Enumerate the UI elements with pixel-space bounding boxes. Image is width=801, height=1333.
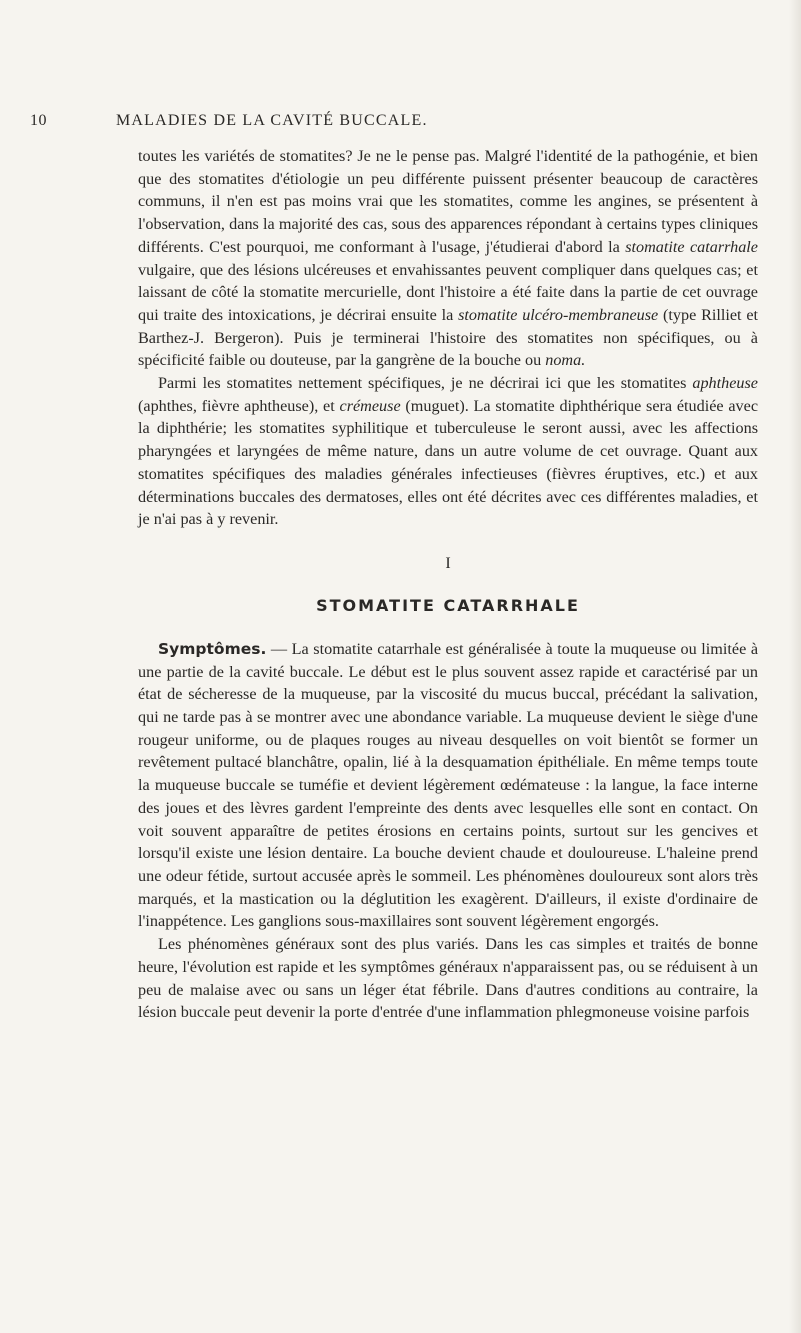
page-body	[138, 145, 758, 1024]
run-in-heading: Symptômes.	[158, 639, 267, 658]
text: (aphthes, fièvre aphtheuse), et	[138, 396, 340, 415]
paragraph-4	[138, 933, 758, 1024]
paragraph-1	[138, 145, 758, 372]
italic-term: crémeuse	[339, 396, 401, 415]
text: vulgaire, que des lésions ulcéreuses et envahissantes peuvent compliquer dans quelques cas; et laissant de côté la stomatite mercurielle, dont l'histoire a été faite dans la partie de cet ouvrage qui traite des intoxications, je décrirai ensuite la	[138, 260, 758, 324]
em-dash: —	[266, 639, 292, 658]
page-edge	[789, 0, 801, 1333]
italic-term: aphtheuse	[692, 374, 758, 393]
italic-term: stomatite catarrhale	[625, 237, 758, 256]
paragraph-3	[138, 638, 758, 933]
italic-term: stomatite ulcéro-membraneuse	[458, 305, 659, 324]
running-header	[30, 112, 770, 136]
text: Parmi les stomatites nettement spécifiques, je ne décrirai ici que les stomatites	[158, 374, 693, 393]
text: Les phénomènes généraux sont des plus variés. Dans les cas simples et traités de bonne heure, l'évolution est rapide et les symptômes généraux n'apparaissent pas, ou se réduisent à un peu de malaise avec ou sans un léger état fébrile. Dans d'autres conditions au contraire, la lésion buccale peut devenir la porte d'entrée d'une inflammation phlegmoneuse voisine parfois	[138, 935, 758, 1022]
text: La stomatite catarrhale est généralisée à toute la muqueuse ou limitée à une partie de la cavité buccale. Le début est le plus souvent assez rapide et caractérisé par un état de sécheresse de la muqueuse, par la viscosité du mucus buccal, précédant la salivation, qui ne tarde pas à se montrer avec une abondance variable. La muqueuse devient le siège d'une rougeur uniforme, ou de plaques rouges au niveau desquelles on voit bientôt se former un revêtement pultacé blanchâtre, opalin, lié à la desquamation épithéliale. En même temps toute la muqueuse buccale se tuméfie et devient légèrement œdémateuse : la langue, la face interne des joues et des lèvres gardent l'empreinte des dents avec lesquelles elle sont en contact. On voit souvent apparaître de petites érosions en certains points, surtout sur les gencives et lorsqu'il existe une lésion dentaire. La bouche devient chaude et douloureuse. L'haleine prend une odeur fétide, surtout accusée après le sommeil. Les phénomènes douloureux sont alors très marqués, et la mastication ou la déglutition les exagèrent. D'ailleurs, il existe d'ordinaire de l'inappétence. Les ganglions sous-maxillaires sont souvent légèrement engorgés.	[138, 639, 758, 931]
section-number: I	[445, 554, 451, 572]
text: toutes les variétés de stomatites? Je ne le pense pas. Malgré l'identité de la pathogénie, et bien que des stomatites d'étiologie un peu différente puissent présenter beaucoup de caractères communs, il n'en est pas moins vrai que les stomatites, comme les angines, se présentent à l'observation, dans la majorité des cas, sous des apparences répondant à certains types cliniques différents. C'est pourquoi, me conformant à l'usage, j'étudierai d'abord la	[138, 147, 758, 256]
section-title: STOMATITE CATARRHALE	[316, 595, 580, 615]
running-title: MALADIES DE LA CAVITÉ BUCCALE.	[116, 112, 428, 129]
paragraph-2	[138, 372, 758, 531]
text: (type Rilliet et Barthez-J. Bergeron). Puis je terminerai l'histoire des stomatites non spécifiques, ou à spécificité faible ou douteuse, par la gangrène de la bouche ou	[138, 305, 758, 370]
page-number: 10	[30, 112, 47, 129]
italic-term: noma.	[545, 351, 586, 370]
text: (muguet). La stomatite diphthérique sera étudiée avec la diphthérie; les stomatites syphilitique et tuberculeuse le seront aussi, avec les affections pharyngées et laryngées de même nature, dans un autre volume de cet ouvrage. Quant aux stomatites spécifiques des maladies générales infectieuses (fièvres éruptives, etc.) et aux déterminations buccales des dermatoses, elles ont été décrites avec ces différentes maladies, et je n'ai pas à y revenir.	[138, 396, 758, 529]
